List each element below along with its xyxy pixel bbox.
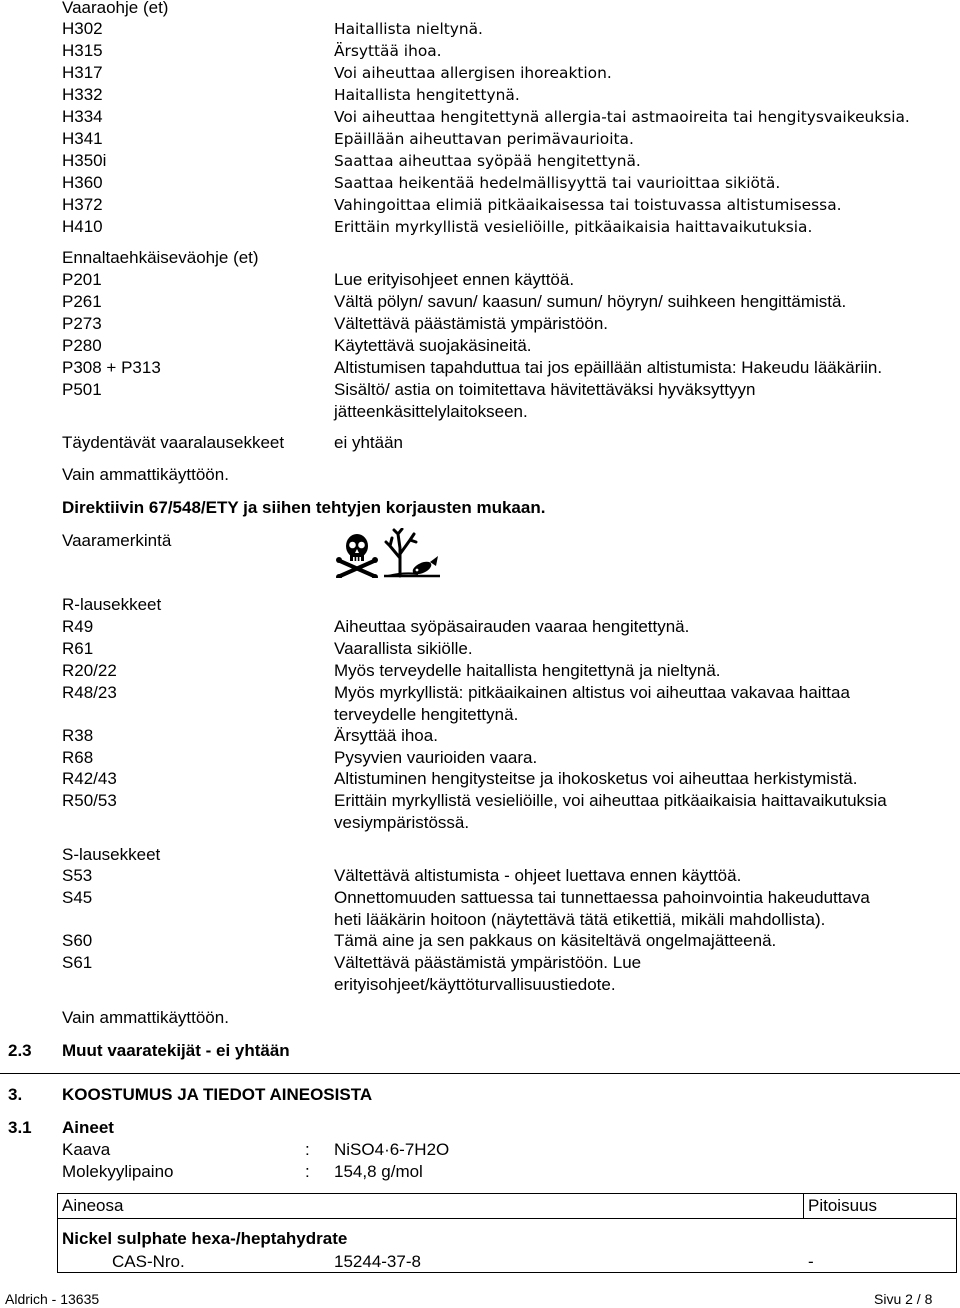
supplemental-value: ei yhtään	[334, 433, 403, 452]
h-text: Ärsyttää ihoa.	[334, 42, 442, 60]
molecular-weight-value: 154,8 g/mol	[334, 1162, 423, 1181]
h-section-heading: Vaaraohje (et)	[62, 0, 169, 17]
section-number: 2.3	[8, 1041, 32, 1060]
cas-label: CAS-Nro.	[112, 1252, 185, 1271]
s-text: Tämä aine ja sen pakkaus on käsiteltävä ongelmajätteenä.	[334, 931, 777, 950]
h-code: H360	[62, 173, 103, 192]
table-header-substance: Aineosa	[62, 1196, 124, 1215]
p-text: Sisältö/ astia on toimitettava hävitettäväksi hyväksyttyyn	[334, 380, 756, 399]
section-title: Muut vaaratekijät - ei yhtään	[62, 1041, 290, 1060]
professional-use-note: Vain ammattikäyttöön.	[62, 465, 229, 484]
p-code: P273	[62, 314, 102, 333]
r-code: R61	[62, 639, 94, 658]
concentration-value: -	[808, 1252, 814, 1271]
professional-use-note: Vain ammattikäyttöön.	[62, 1008, 229, 1027]
h-code: H372	[62, 195, 103, 214]
h-text: Haitallista nieltynä.	[334, 20, 483, 38]
r-code: R50/53	[62, 791, 117, 810]
r-code: R38	[62, 726, 94, 745]
p-section-heading: Ennaltaehkäiseväohje (et)	[62, 248, 259, 267]
h-text: Erittäin myrkyllistä vesieliöille, pitkäaikaisia haittavaikutuksia.	[334, 218, 813, 236]
r-text: Myös myrkyllistä: pitkäaikainen altistus voi aiheuttaa vakavaa haittaa	[334, 683, 850, 702]
h-code: H315	[62, 41, 103, 60]
h-code: H302	[62, 19, 103, 38]
footer-product-code: Aldrich - 13635	[5, 1291, 100, 1307]
table-header-concentration: Pitoisuus	[808, 1196, 877, 1215]
table-bottom-border	[57, 1272, 957, 1273]
p-code: P308 + P313	[62, 358, 161, 377]
s-code: S61	[62, 953, 93, 972]
r-text: Vaarallista sikiölle.	[334, 639, 473, 658]
table-left-border	[57, 1193, 58, 1273]
r-section-heading: R-lausekkeet	[62, 595, 162, 614]
h-code: H332	[62, 85, 103, 104]
p-text: Vältä pölyn/ savun/ kaasun/ sumun/ höyryn/ suihkeen hengittämistä.	[334, 292, 847, 311]
s-code: S45	[62, 888, 93, 907]
h-code: H317	[62, 63, 103, 82]
formula-label: Kaava	[62, 1140, 111, 1159]
s-text: Vältettävä altistumista - ohjeet luettava ennen käyttöä.	[334, 866, 742, 885]
skull-crossbones-icon	[334, 530, 380, 578]
r-code: R49	[62, 617, 94, 636]
table-header-border	[57, 1218, 957, 1219]
s-text: Vältettävä päästämistä ympäristöön. Lue	[334, 953, 642, 972]
r-text: Pysyvien vaurioiden vaara.	[334, 748, 538, 767]
footer-page-number: Sivu 2 / 8	[874, 1291, 933, 1307]
substance-name: Nickel sulphate hexa-/heptahydrate	[62, 1229, 348, 1248]
r-code: R48/23	[62, 683, 117, 702]
h-text: Voi aiheuttaa allergisen ihoreaktion.	[334, 64, 612, 82]
r-code: R42/43	[62, 769, 117, 788]
p-code: P201	[62, 270, 102, 289]
h-code: H341	[62, 129, 103, 148]
r-text: Ärsyttää ihoa.	[334, 726, 438, 745]
table-column-divider	[803, 1193, 804, 1219]
formula-separator: :	[305, 1140, 310, 1159]
supplemental-label: Täydentävät vaaralausekkeet	[62, 433, 285, 452]
h-text: Voi aiheuttaa hengitettynä allergia-tai astmaoireita tai hengitysvaikeuksia.	[334, 108, 910, 126]
formula-value: NiSO4·6-7H2O	[334, 1140, 450, 1159]
section-title: KOOSTUMUS JA TIEDOT AINEOSISTA	[62, 1085, 373, 1104]
r-text: Erittäin myrkyllistä vesieliöille, voi aiheuttaa pitkäaikaisia haittavaikutuksia	[334, 791, 887, 810]
p-code: P501	[62, 380, 102, 399]
h-code: H334	[62, 107, 103, 126]
p-text: Käytettävä suojakäsineitä.	[334, 336, 532, 355]
p-text: Lue erityisohjeet ennen käyttöä.	[334, 270, 575, 289]
p-text: Vältettävä päästämistä ympäristöön.	[334, 314, 609, 333]
section-number: 3.1	[8, 1118, 32, 1137]
section-divider	[0, 1073, 960, 1074]
molecular-weight-label: Molekyylipaino	[62, 1162, 174, 1181]
r-code: R68	[62, 748, 94, 767]
r-text: Altistuminen hengitysteitse ja ihokosketus voi aiheuttaa herkistymistä.	[334, 769, 858, 788]
h-text: Saattaa aiheuttaa syöpää hengitettynä.	[334, 152, 641, 170]
s-text-continued: erityisohjeet/käyttöturvallisuustiedote.	[334, 975, 616, 994]
s-text-continued: heti lääkärin hoitoon (näytettävä tätä etikettiä, mikäli mahdollista).	[334, 910, 826, 929]
s-code: S53	[62, 866, 93, 885]
h-text: Vahingoittaa elimiä pitkäaikaisessa tai toistuvassa altistumisessa.	[334, 196, 842, 214]
h-text: Haitallista hengitettynä.	[334, 86, 520, 104]
s-text: Onnettomuuden sattuessa tai tunnettaessa pahoinvointia hakeuduttava	[334, 888, 870, 907]
h-code: H410	[62, 217, 103, 236]
hazard-symbol-label: Vaaramerkintä	[62, 531, 172, 550]
molecular-weight-separator: :	[305, 1162, 310, 1181]
cas-value: 15244-37-8	[334, 1252, 421, 1271]
r-text-continued: terveydelle hengitettynä.	[334, 705, 519, 724]
h-text: Epäillään aiheuttavan perimävaurioita.	[334, 130, 634, 148]
h-code: H350i	[62, 151, 107, 170]
s-section-heading: S-lausekkeet	[62, 845, 161, 864]
r-text: Aiheuttaa syöpäsairauden vaaraa hengitettynä.	[334, 617, 690, 636]
directive-heading: Direktiivin 67/548/ETY ja siihen tehtyjen korjausten mukaan.	[62, 498, 546, 517]
p-text-continued: jätteenkäsittelylaitokseen.	[334, 402, 528, 421]
table-top-border	[57, 1193, 957, 1194]
r-code: R20/22	[62, 661, 117, 680]
section-title: Aineet	[62, 1118, 114, 1137]
p-code: P280	[62, 336, 102, 355]
dead-tree-fish-icon	[384, 528, 440, 578]
s-code: S60	[62, 931, 93, 950]
h-text: Saattaa heikentää hedelmällisyyttä tai vaurioittaa sikiötä.	[334, 174, 781, 192]
p-code: P261	[62, 292, 102, 311]
r-text-continued: vesiympäristössä.	[334, 813, 470, 832]
section-number: 3.	[8, 1085, 23, 1104]
p-text: Altistumisen tapahduttua tai jos epäillään altistumista: Hakeudu lääkäriin.	[334, 358, 883, 377]
r-text: Myös terveydelle haitallista hengitettynä ja nieltynä.	[334, 661, 721, 680]
table-right-border	[956, 1193, 957, 1273]
